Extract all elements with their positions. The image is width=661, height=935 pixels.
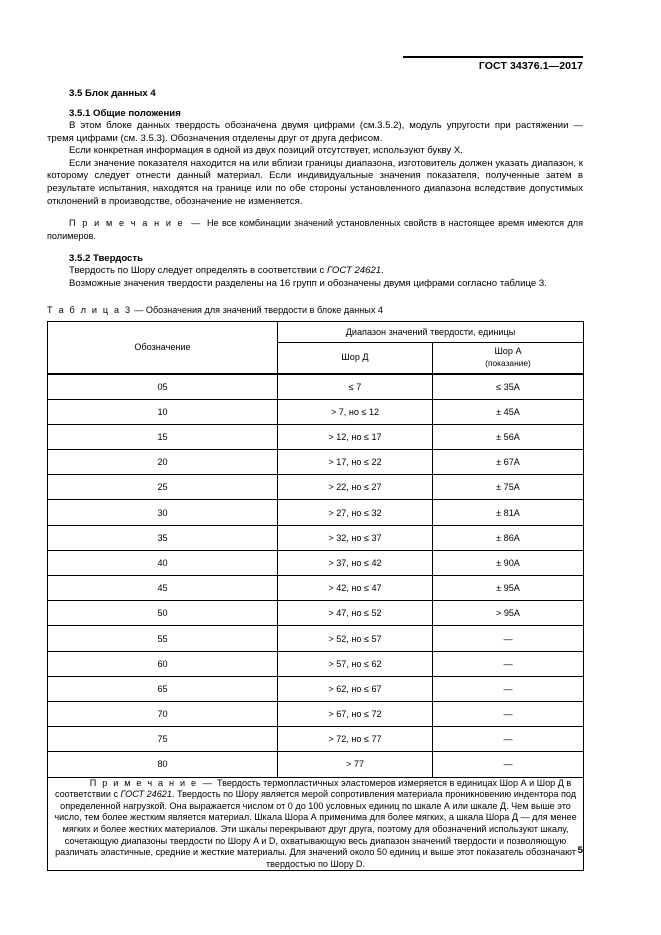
cell-designation: 65	[48, 676, 278, 701]
table-row	[48, 374, 584, 400]
cell-shore-a: ± 67A	[433, 450, 584, 475]
cell-shore-d: > 47, но ≤ 52	[278, 601, 433, 626]
cell-shore-a: ± 45A	[433, 399, 584, 424]
table-row	[48, 525, 584, 550]
cell-designation: 35	[48, 525, 278, 550]
section-3-5-1-title: 3.5.1 Общие положения	[69, 108, 181, 119]
paragraph-3-5-1-2: Если конкретная информация в одной из двух позиций отсутствует, используют букву X.	[69, 145, 463, 157]
cell-shore-d: > 17, но ≤ 22	[278, 450, 433, 475]
paragraph-3-5-2-1	[47, 265, 583, 278]
table-caption-text: Обозначения для значений твердости в блоке данных 4	[145, 304, 383, 315]
table-caption	[47, 305, 583, 315]
column-header-shore-a	[433, 342, 584, 374]
note-label: П р и м е ч а н и е	[69, 218, 185, 229]
cell-shore-a: ± 75A	[433, 475, 584, 500]
table-row	[48, 601, 584, 626]
cell-designation: 80	[48, 752, 278, 777]
table-row	[48, 752, 584, 777]
table-row	[48, 676, 584, 701]
table-head	[48, 321, 584, 374]
table-row	[48, 550, 584, 575]
footnote-dash: —	[202, 777, 212, 788]
cell-designation: 50	[48, 601, 278, 626]
page-content	[47, 88, 583, 871]
table-footnote-row	[48, 777, 584, 871]
cell-shore-a: —	[433, 701, 584, 726]
note-3-5-1	[47, 217, 583, 242]
column-header-shore-d: Шор Д	[278, 342, 433, 374]
column-header-shore-a-label: Шор А	[494, 346, 522, 357]
column-header-designation: Обозначение	[48, 321, 278, 374]
table-row	[48, 424, 584, 449]
cell-shore-a: ± 81A	[433, 500, 584, 525]
cell-shore-a: > 95A	[433, 601, 584, 626]
cell-shore-d: > 57, но ≤ 62	[278, 651, 433, 676]
cell-designation: 60	[48, 651, 278, 676]
footnote-part1: Твердость термопластичных эластомеров измеряется в единицах Шор А и Шор Д в соответствии с	[54, 777, 572, 800]
cell-shore-d: > 77	[278, 752, 433, 777]
cell-shore-a: —	[433, 727, 584, 752]
note-dash: —	[191, 218, 201, 229]
cell-shore-a: —	[433, 626, 584, 651]
cell-designation: 05	[48, 374, 278, 400]
cell-designation: 55	[48, 626, 278, 651]
cell-designation: 25	[48, 475, 278, 500]
cell-shore-d: > 27, но ≤ 32	[278, 500, 433, 525]
cell-shore-d: > 42, но ≤ 47	[278, 576, 433, 601]
footnote-content	[48, 778, 583, 871]
hardness-method-text: Твердость по Шору следует определять в соответствии с	[69, 265, 327, 277]
table-row	[48, 399, 584, 424]
table-foot	[48, 777, 584, 871]
table-header-row-1	[48, 321, 584, 342]
cell-shore-d: ≤ 7	[278, 374, 433, 400]
footnote-label: П р и м е ч а н и е	[89, 777, 198, 788]
cell-designation: 15	[48, 424, 278, 449]
cell-shore-d: > 7, но ≤ 12	[278, 399, 433, 424]
table-caption-dash: —	[134, 304, 144, 315]
paragraph-3-5-2-2: Возможные значения твердости разделены на 16 групп и обозначены двумя цифрами согласно таблице 3.	[69, 277, 547, 289]
table-row	[48, 475, 584, 500]
hardness-method-text-end: .	[381, 265, 384, 277]
cell-designation: 45	[48, 576, 278, 601]
gost-reference: ГОСТ 24621	[326, 265, 382, 277]
cell-shore-a: ± 90A	[433, 550, 584, 575]
footnote-part2: . Твердость по Шору является мерой сопротивления материала проникновению индентора под определенной нагрузкой. Она выражается числом от 0 до 100 условных единиц по шкале А или шкале Д. Чем выше это число, тем более жестким является материал. Шкала Шора А применима для более мягких, а шкала Шора Д — для менее мягких и более жестких материалов. Эти шкалы перекрывают друг друга, поэтому для обозначений используют шкалу, сочетающую диапазоны твердости по Шору A и D, охватывающую весь диапазон значений твердости и позволяющую различать эластичные, средние и жесткие материалы. Для значений около 50 единиц и выше этот показатель обозначают твердостью по Шору D.	[54, 789, 577, 869]
table-row	[48, 651, 584, 676]
standard-identifier: ГОСТ 34376.1—2017	[478, 60, 583, 72]
table-caption-label: Т а б л и ц а 3	[47, 304, 132, 315]
cell-designation: 75	[48, 727, 278, 752]
section-3-5-2-title: 3.5.2 Твердость	[69, 253, 143, 265]
table-body	[48, 374, 584, 778]
table-row	[48, 500, 584, 525]
cell-shore-a: ≤ 35A	[433, 374, 584, 400]
paragraph-3-5-1-3: Если значение показателя находится на или вблизи границы диапазона, изготовитель должен указать диапазон, к которому следует отнести данный материал. Если индивидуальные значения показателя, полученные затем в результате испытания, находятся на границе или по обе стороны установленного диапазона вследствие допустимых отклонений в производстве, обозначение не изменяется.	[47, 157, 583, 207]
cell-designation: 10	[48, 399, 278, 424]
cell-shore-d: > 72, но ≤ 77	[278, 727, 433, 752]
footnote-gost-reference: ГОСТ 24621	[120, 789, 172, 800]
page-number: 5	[577, 845, 583, 856]
cell-shore-a: ± 95A	[433, 576, 584, 601]
cell-shore-d: > 52, но ≤ 57	[278, 626, 433, 651]
table-row	[48, 701, 584, 726]
cell-shore-a: —	[433, 752, 584, 777]
table-row	[48, 626, 584, 651]
hardness-designation-table	[47, 321, 584, 872]
cell-shore-d: > 12, но ≤ 17	[278, 424, 433, 449]
section-3-5-title: 3.5 Блок данных 4	[69, 88, 156, 99]
paragraph-3-5-1-1: В этом блоке данных твердость обозначена двумя цифрами (см.3.5.2), модуль упругости при растяжении — тремя цифрами (см. 3.5.3). Обозначения отделены друг от друга дефисом.	[47, 120, 583, 144]
note-text: Не все комбинации значений установленных свойств в настоящее время имеются для полимеров.	[47, 218, 583, 241]
cell-shore-d: > 32, но ≤ 37	[278, 525, 433, 550]
cell-shore-d: > 67, но ≤ 72	[278, 701, 433, 726]
cell-designation: 30	[48, 500, 278, 525]
header-rule	[403, 56, 583, 58]
cell-shore-a: ± 86A	[433, 525, 584, 550]
cell-shore-d: > 22, но ≤ 27	[278, 475, 433, 500]
cell-shore-d: > 62, но ≤ 67	[278, 676, 433, 701]
table-footnote	[48, 777, 584, 871]
table-row	[48, 450, 584, 475]
cell-shore-d: > 37, но ≤ 42	[278, 550, 433, 575]
cell-shore-a: ± 56A	[433, 424, 584, 449]
cell-shore-a: —	[433, 676, 584, 701]
cell-designation: 40	[48, 550, 278, 575]
table-row	[48, 576, 584, 601]
column-header-shore-a-sublabel: (показание)	[485, 357, 531, 368]
table-row	[48, 727, 584, 752]
column-header-hardness-range-group: Диапазон значений твердости, единицы	[278, 321, 584, 342]
cell-designation: 70	[48, 701, 278, 726]
cell-shore-a: —	[433, 651, 584, 676]
cell-designation: 20	[48, 450, 278, 475]
